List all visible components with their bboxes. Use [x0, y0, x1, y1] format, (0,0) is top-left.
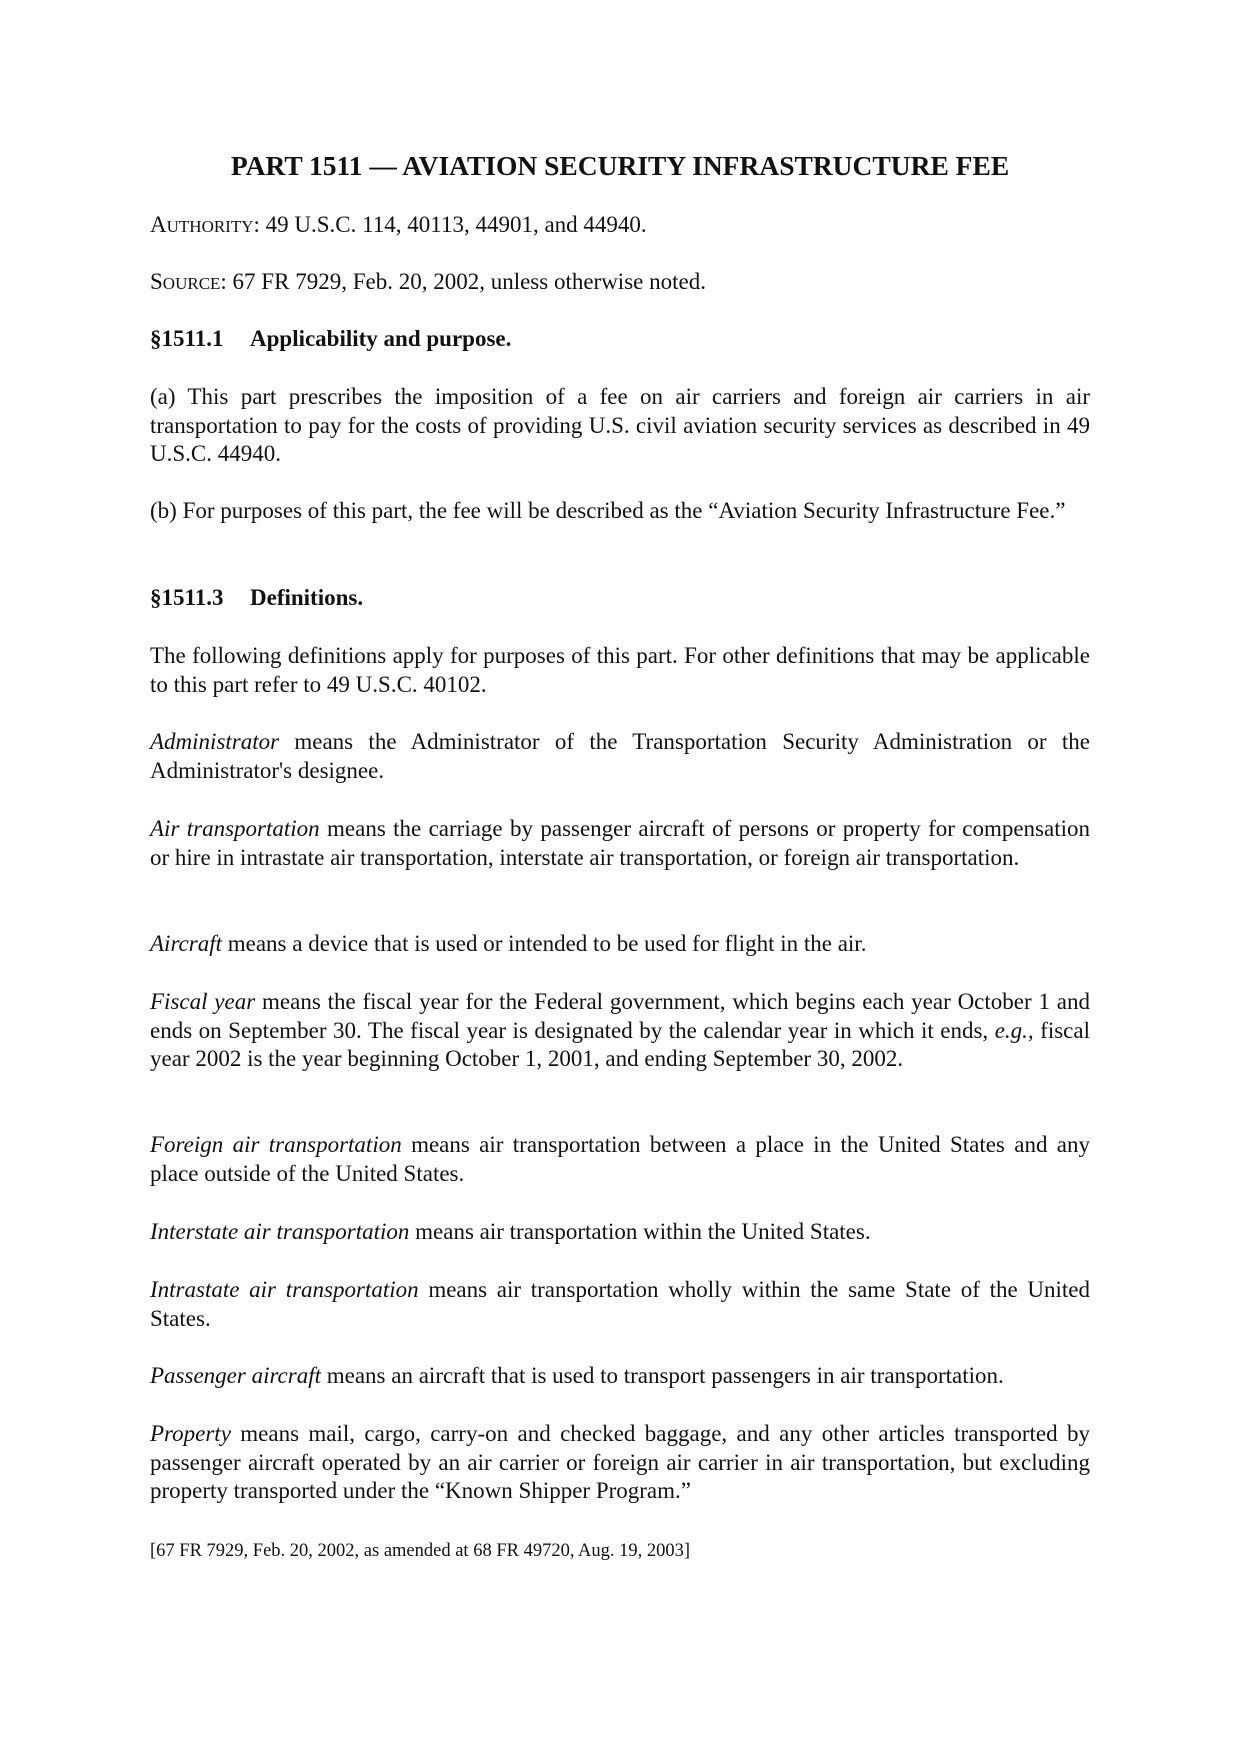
authority-text: : 49 U.S.C. 114, 40113, 44901, and 44940.	[253, 212, 647, 237]
paragraph-text: The following definitions apply for purposes of this part. For other definitions that may be applicable to this part refer to 49 U.S.C. 40102.	[150, 643, 1090, 697]
definition-term: Passenger aircraft	[150, 1363, 321, 1388]
definition-text-after: fiscal year 2002 is the year beginning October 1, 2001, and ending September 30, 2002.	[150, 1017, 1090, 1071]
definition-fiscal-year	[150, 988, 1090, 1074]
definition-air-transportation	[150, 815, 1090, 872]
section-heading-1511-3	[150, 584, 1090, 613]
section-title: Applicability and purpose.	[250, 326, 512, 351]
definition-term: Interstate air transportation	[150, 1219, 410, 1244]
definition-text: means air transportation wholly within the same State of the United States.	[150, 1277, 1090, 1331]
definition-term: Air transportation	[150, 816, 320, 841]
section-title: Definitions.	[250, 585, 364, 610]
definition-text: means the fiscal year for the Federal government, which begins each year October 1 and ends on September 30. The fiscal year is designated by the calendar year in which it ends,	[150, 989, 1090, 1043]
definition-term: Foreign air transportation	[150, 1132, 402, 1157]
definition-term: Property	[150, 1421, 231, 1446]
definition-term: Fiscal year	[150, 989, 256, 1014]
section-heading-1511-1	[150, 325, 1090, 354]
definition-property	[150, 1420, 1090, 1506]
definition-foreign-air-transportation	[150, 1131, 1090, 1188]
definition-interstate-air-transportation	[150, 1218, 1090, 1247]
definition-text: means mail, cargo, carry-on and checked baggage, and any other articles transported by passenger aircraft operated by an air carrier or foreign air carrier in air transportation, but excluding property transported under the “Known Shipper Program.”	[150, 1421, 1090, 1503]
page-title: PART 1511 — AVIATION SECURITY INFRASTRUCTURE FEE	[230, 150, 1010, 181]
definition-eg: e.g.,	[994, 1017, 1034, 1043]
definition-administrator	[150, 728, 1090, 785]
definition-term: Aircraft	[150, 931, 222, 956]
paragraph-b	[150, 497, 1090, 526]
definition-text: means a device that is used or intended to be used for flight in the air.	[221, 931, 867, 956]
definition-text: means the carriage by passenger aircraft of persons or property for compensation or hire in intrastate air transportation, interstate air transportation, or foreign air transportation.	[150, 816, 1090, 870]
definition-text: means the Administrator of the Transportation Security Administration or the Administrator's designee.	[150, 729, 1090, 783]
definition-text: means air transportation between a place in the United States and any place outside of the United States.	[150, 1132, 1091, 1186]
source-label-cap: S	[150, 269, 163, 294]
definitions-intro	[150, 642, 1090, 699]
definition-term: Administrator	[150, 729, 280, 754]
citation-text: [67 FR 7929, Feb. 20, 2002, as amended at 68 FR 49720, Aug. 19, 2003]	[150, 1541, 691, 1561]
section-number: §1511.3	[150, 585, 224, 610]
authority-line	[150, 211, 1090, 242]
source-line	[150, 268, 1090, 299]
authority-label-cap: A	[150, 212, 167, 237]
definition-aircraft	[150, 930, 1090, 959]
source-label-rest: OURCE	[162, 274, 221, 293]
definition-term: Intrastate air transportation	[150, 1277, 419, 1302]
section-number: §1511.1	[150, 326, 224, 351]
paragraph-a	[150, 383, 1090, 469]
definition-intrastate-air-transportation	[150, 1276, 1090, 1333]
definition-passenger-aircraft	[150, 1362, 1090, 1391]
paragraph-text: (b) For purposes of this part, the fee will be described as the “Aviation Security Infrastructure Fee.”	[150, 498, 1066, 523]
source-text: : 67 FR 7929, Feb. 20, 2002, unless otherwise noted.	[220, 269, 706, 294]
source-citation	[150, 1539, 1090, 1563]
paragraph-text: (a) This part prescribes the imposition of a fee on air carriers and foreign air carriers in air transportation to pay for the costs of providing U.S. civil aviation security services as described in 49 U.S.C. 44940.	[150, 384, 1090, 466]
definition-text: means air transportation within the United States.	[409, 1219, 871, 1244]
definition-text: means an aircraft that is used to transport passengers in air transportation.	[321, 1363, 1004, 1388]
authority-label-rest: UTHORITY	[166, 217, 254, 236]
